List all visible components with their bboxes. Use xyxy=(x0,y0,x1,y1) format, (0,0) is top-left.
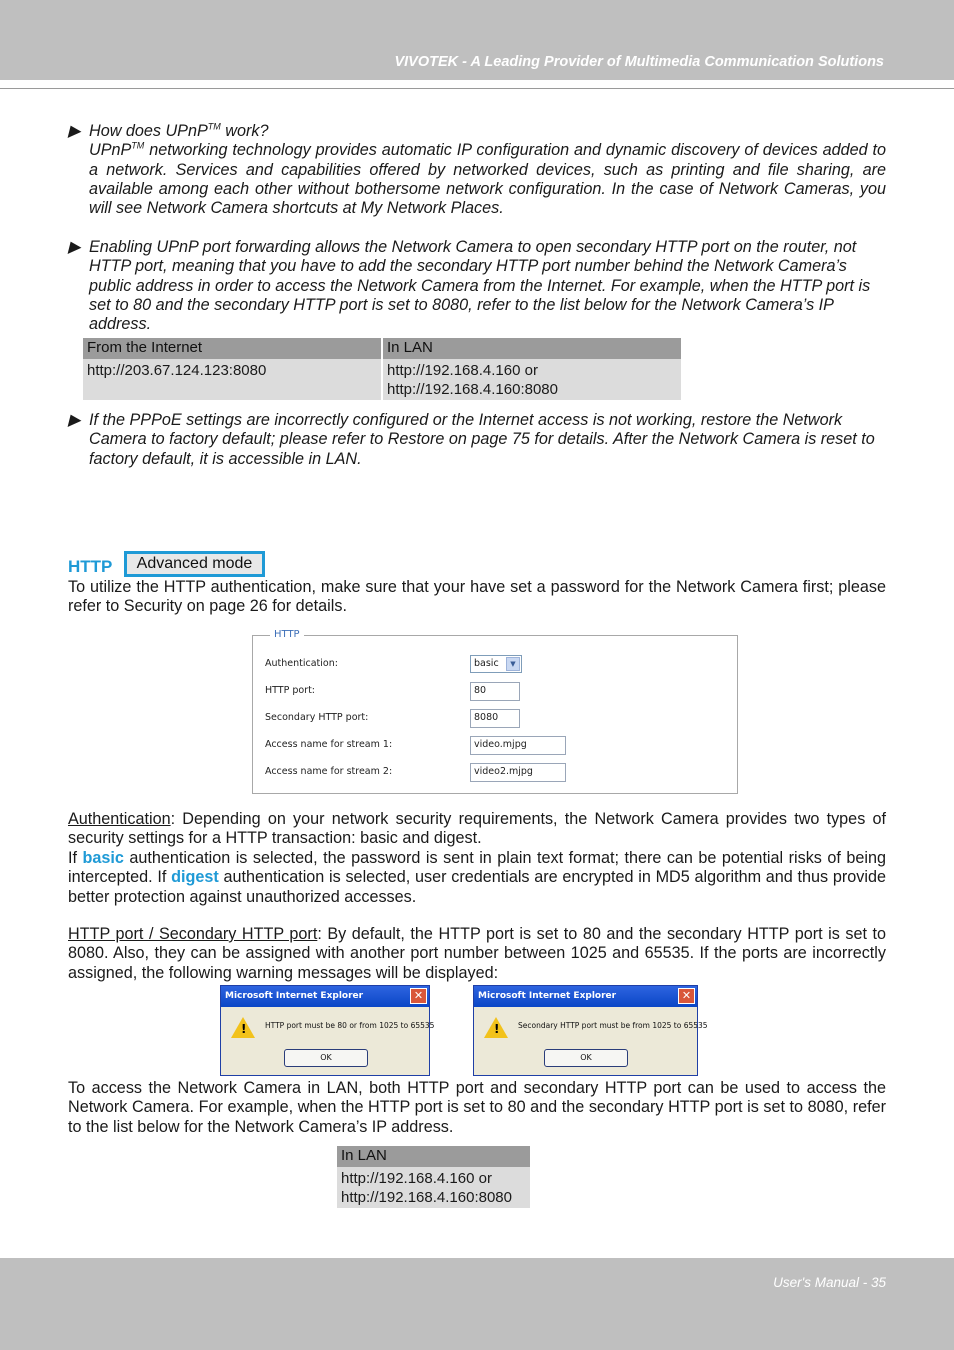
bullet-arrow-icon: ▶ xyxy=(68,411,81,429)
port-description: HTTP port / Secondary HTTP port: By default, the HTTP port is set to 80 and the secondary HTTP port is set to 8080. Also, they can be assigned with another port number between 1025 and 65535. If the ports are incorrectly assigned, the following warning messages will be displayed: xyxy=(68,925,886,982)
table-row xyxy=(83,359,681,400)
digest-keyword: digest xyxy=(171,868,219,887)
section-title-http: HTTP xyxy=(68,557,113,576)
lan-access-description: To access the Network Camera in LAN, both HTTP port and secondary HTTP port can be used to access the Network Camera. For example, when the HTTP port is set to 80 and the secondary HTTP port is set to 8080, refer to the list below for the Network Camera’s IP address. xyxy=(68,1079,886,1136)
pppoe-text: If the PPPoE settings are incorrectly configured or the Internet access is not working, restore the Network Camera to factory default; please refer to Restore on page 75 for details. After the Network Camera is reset to factory default, it is accessible in LAN. xyxy=(89,411,875,468)
stream1-access-name-input[interactable]: video.mjpg xyxy=(470,736,566,755)
header-title: VIVOTEK - A Leading Provider of Multimedia Communication Solutions xyxy=(394,54,884,70)
close-icon[interactable]: ✕ xyxy=(410,988,427,1004)
http-intro: To utilize the HTTP authentication, make sure that your have set a password for the Network Camera first; please refer to Security on page 26 for details. xyxy=(68,578,886,616)
warning-dialog-secondary-port xyxy=(473,985,708,1076)
http-port-label: HTTP port: xyxy=(265,685,316,696)
close-icon[interactable]: ✕ xyxy=(678,988,695,1004)
warning-icon-mark: ! xyxy=(494,1022,500,1036)
warning-dialog-http-port xyxy=(220,985,435,1076)
bullet-arrow-icon: ▶ xyxy=(68,122,81,140)
bullet-pppoe xyxy=(68,411,879,469)
dialog-title-bar: Microsoft Internet Explorer ✕ xyxy=(221,986,429,1007)
ok-button[interactable]: OK xyxy=(284,1049,368,1067)
page-header xyxy=(0,0,954,80)
stream2-access-name-label: Access name for stream 2: xyxy=(265,766,393,777)
bullet-port-forwarding xyxy=(68,238,889,334)
bullet-upnp-content xyxy=(89,122,886,218)
page-footer xyxy=(0,1258,954,1350)
lan-table xyxy=(335,1146,532,1208)
authentication-select[interactable]: basic ▼ xyxy=(470,655,522,673)
page-number: User's Manual - 35 xyxy=(773,1275,886,1290)
http-settings-panel xyxy=(252,629,738,794)
bullet-arrow-icon: ▶ xyxy=(68,238,81,256)
table-header: In LAN xyxy=(337,1146,530,1167)
upnp-answer: UPnP™ networking technology provides automatic IP configuration and dynamic discovery of devices added to a network. Services and capabilities offered by networked devices, such as printing and file sharing, are available among each other without bothersome network configuration. In the case of Network Cameras, you will see Network Camera shortcuts at My Network Places. xyxy=(89,140,886,218)
dialog-title-bar: Microsoft Internet Explorer ✕ xyxy=(474,986,697,1007)
table-cell-lan: http://192.168.4.160 or http://192.168.4.160:8080 xyxy=(383,359,681,400)
upnp-question: How does UPnP™ work? xyxy=(89,121,269,140)
authentication-description: Authentication: Depending on your network security requirements, the Network Camera provides two types of security settings for a HTTP transaction: basic and digest. If basic authentication is selected, the password is sent in plain text format; there can be potential risks of being intercepted. If digest authentication is selected, user credentials are encrypted in MD5 algorithm and thus provide better protection against unauthorized accesses. xyxy=(68,810,886,906)
http-port-input[interactable]: 80 xyxy=(470,682,520,701)
ok-button[interactable]: OK xyxy=(544,1049,628,1067)
warning-icon-mark: ! xyxy=(241,1022,247,1036)
chevron-down-icon[interactable]: ▼ xyxy=(506,657,520,671)
internet-lan-table xyxy=(81,338,683,400)
stream1-access-name-label: Access name for stream 1: xyxy=(265,739,393,750)
table-cell-internet: http://203.67.124.123:8080 xyxy=(83,359,381,400)
authentication-label: Authentication: xyxy=(265,658,338,669)
advanced-mode-badge: Advanced mode xyxy=(124,551,265,577)
table-header: From the Internet xyxy=(83,338,381,359)
dialog-message: Secondary HTTP port must be from 1025 to 65535 xyxy=(518,1021,708,1030)
basic-keyword: basic xyxy=(82,848,124,867)
port-forwarding-text: Enabling UPnP port forwarding allows the Network Camera to open secondary HTTP port on the router, not HTTP port, meaning that you have to add the secondary HTTP port number behind the Network Camera’s public address in order to access the Network Camera from the Internet. For example, when the HTTP port is set to 80 and the secondary HTTP port is set to 8080, refer to the list below for the Network Camera’s IP address. xyxy=(89,238,871,334)
stream2-access-name-input[interactable]: video2.mjpg xyxy=(470,763,566,782)
dialog-message: HTTP port must be 80 or from 1025 to 65535 xyxy=(265,1021,435,1030)
http-panel-legend: HTTP xyxy=(270,629,304,640)
secondary-http-port-input[interactable]: 8080 xyxy=(470,709,520,728)
header-divider xyxy=(0,88,954,89)
table-header: In LAN xyxy=(383,338,681,359)
bullet-upnp xyxy=(68,122,886,218)
table-cell-lan: http://192.168.4.160 or http://192.168.4.160:8080 xyxy=(337,1167,530,1208)
table-row xyxy=(337,1167,530,1208)
secondary-http-port-label: Secondary HTTP port: xyxy=(265,712,369,723)
